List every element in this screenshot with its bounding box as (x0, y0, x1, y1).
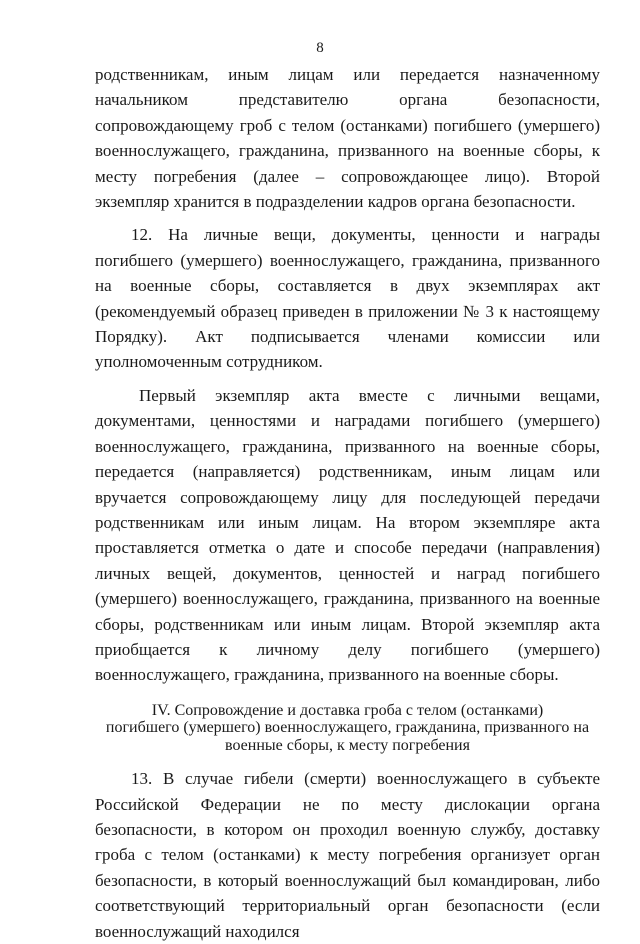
paragraph-item-12: 12. На личные вещи, документы, ценности и награды погибшего (умершего) военнослужащего, гражданина, призванного на военные сборы, составляется в двух экземплярах акт (рекомендуемый образец приведен в приложении № 3 к настоящему Порядку). Акт подписывается членами комиссии или уполномоченным сотрудником. (95, 225, 600, 372)
section-heading-line: IV. Сопровождение и доставка гроба с телом (останками) (151, 701, 544, 719)
paragraph-continued: родственникам, иным лицам или передается назначенному начальником представителю органа безопасности, сопровождающему гроб с телом (останками) погибшего (умершего) военнослужащего, гражданина, призванного на военные сборы, к месту погребения (далее – сопровождающее лицо). Второй экземпляр хранится в подразделении кадров органа безопасности. (95, 65, 600, 212)
section-heading-line: военные сборы, к месту погребения (225, 736, 470, 754)
document-body (95, 62, 600, 944)
section-heading (95, 702, 600, 755)
paragraph-act-distribution: Первый экземпляр акта вместе с личными вещами, документами, ценностями и наградами погибшего (умершего) военнослужащего, гражданина, призванного на военные сборы, передается (направляется) родственникам, иным лицам или вручается сопровождающему лицу для последующей передачи родственникам или иным лицам. На втором экземпляре акта проставляется отметка о дате и способе передачи (направления) личных вещей, документов, ценностей и наград погибшего (умершего) военнослужащего, гражданина, призванного на военные сборы, родственникам или иным лицам. Второй экземпляр акта приобщается к личному делу погибшего (умершего) военнослужащего, гражданина, призванного на военные сборы. (95, 385, 600, 685)
section-heading-line: погибшего (умершего) военнослужащего, гражданина, призванного на (105, 719, 590, 737)
page-number: 8 (316, 40, 324, 56)
paragraph-item-13: 13. В случае гибели (смерти) военнослужащего в субъекте Российской Федерации не по месту дислокации органа безопасности, в котором он проходил военную службу, доставку гроба с телом (останками) к месту погребения организует орган безопасности, в который военнослужащий был командирован, либо соответствующий территориальный орган безопасности (если военнослужащий находился (95, 769, 600, 941)
